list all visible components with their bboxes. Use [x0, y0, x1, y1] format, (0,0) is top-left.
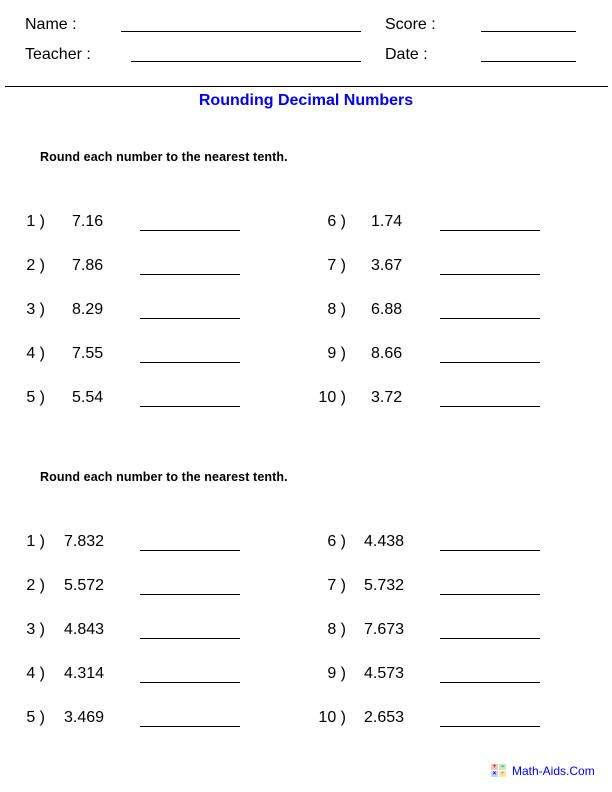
problem-value: 4.438 — [364, 533, 405, 550]
answer-blank[interactable] — [440, 726, 540, 727]
problem-number: 1 ) — [26, 213, 45, 230]
problem-number: 2 ) — [26, 257, 45, 274]
problem-value: 4.843 — [64, 621, 105, 638]
answer-blank[interactable] — [140, 406, 240, 407]
problem-value: 7.55 — [72, 345, 104, 362]
answer-blank[interactable] — [140, 594, 240, 595]
problem-number: 6 ) — [327, 533, 346, 550]
answer-blank[interactable] — [440, 274, 540, 275]
math-operators-icon: + − × ÷ — [492, 764, 505, 777]
site-link[interactable]: Math-Aids.Com — [512, 764, 595, 778]
problem-number: 4 ) — [26, 345, 45, 362]
answer-blank[interactable] — [140, 362, 240, 363]
answer-blank[interactable] — [140, 726, 240, 727]
problem-number: 9 ) — [327, 665, 346, 682]
teacher-label: Teacher : — [25, 46, 91, 63]
answer-blank[interactable] — [140, 682, 240, 683]
answer-blank[interactable] — [440, 550, 540, 551]
problem-value: 7.832 — [64, 533, 105, 550]
problem-value: 2.653 — [364, 709, 405, 726]
name-field[interactable] — [121, 31, 361, 32]
date-label: Date : — [385, 46, 428, 63]
problem-number: 3 ) — [26, 621, 45, 638]
answer-blank[interactable] — [440, 230, 540, 231]
problem-value: 7.16 — [72, 213, 104, 230]
section-1-instruction: Round each number to the nearest tenth. — [40, 150, 288, 164]
problem-value: 7.673 — [364, 621, 405, 638]
problem-number: 4 ) — [26, 665, 45, 682]
problem-number: 3 ) — [26, 301, 45, 318]
problem-number: 2 ) — [26, 577, 45, 594]
problem-value: 3.72 — [371, 389, 403, 406]
header-divider — [5, 86, 608, 87]
answer-blank[interactable] — [440, 594, 540, 595]
section-2-instruction: Round each number to the nearest tenth. — [40, 470, 288, 484]
answer-blank[interactable] — [140, 274, 240, 275]
footer-brand[interactable] — [491, 764, 595, 778]
problem-value: 5.572 — [64, 577, 105, 594]
problem-number: 8 ) — [327, 621, 346, 638]
date-field[interactable] — [481, 61, 576, 62]
answer-blank[interactable] — [440, 362, 540, 363]
teacher-field[interactable] — [131, 61, 361, 62]
problem-value: 8.29 — [72, 301, 104, 318]
answer-blank[interactable] — [140, 550, 240, 551]
score-label: Score : — [385, 16, 436, 33]
problem-number: 1 ) — [26, 533, 45, 550]
name-label: Name : — [25, 16, 77, 33]
problem-value: 8.66 — [371, 345, 403, 362]
answer-blank[interactable] — [440, 638, 540, 639]
problem-number: 7 ) — [327, 577, 346, 594]
worksheet-title: Rounding Decimal Numbers — [198, 92, 414, 109]
problem-number: 10 ) — [318, 389, 346, 406]
answer-blank[interactable] — [140, 230, 240, 231]
problem-value: 6.88 — [371, 301, 403, 318]
problem-value: 7.86 — [72, 257, 104, 274]
problem-number: 7 ) — [327, 257, 346, 274]
problem-value: 5.54 — [72, 389, 104, 406]
problem-number: 8 ) — [327, 301, 346, 318]
problem-number: 10 ) — [318, 709, 346, 726]
problem-value: 4.314 — [64, 665, 105, 682]
answer-blank[interactable] — [140, 638, 240, 639]
answer-blank[interactable] — [440, 318, 540, 319]
score-field[interactable] — [481, 31, 576, 32]
problem-number: 9 ) — [327, 345, 346, 362]
problem-number: 5 ) — [26, 389, 45, 406]
answer-blank[interactable] — [140, 318, 240, 319]
problem-value: 1.74 — [371, 213, 403, 230]
problem-number: 5 ) — [26, 709, 45, 726]
problem-value: 4.573 — [364, 665, 405, 682]
problem-value: 3.67 — [371, 257, 403, 274]
problem-value: 5.732 — [364, 577, 405, 594]
answer-blank[interactable] — [440, 682, 540, 683]
problem-number: 6 ) — [327, 213, 346, 230]
problem-value: 3.469 — [64, 709, 105, 726]
answer-blank[interactable] — [440, 406, 540, 407]
